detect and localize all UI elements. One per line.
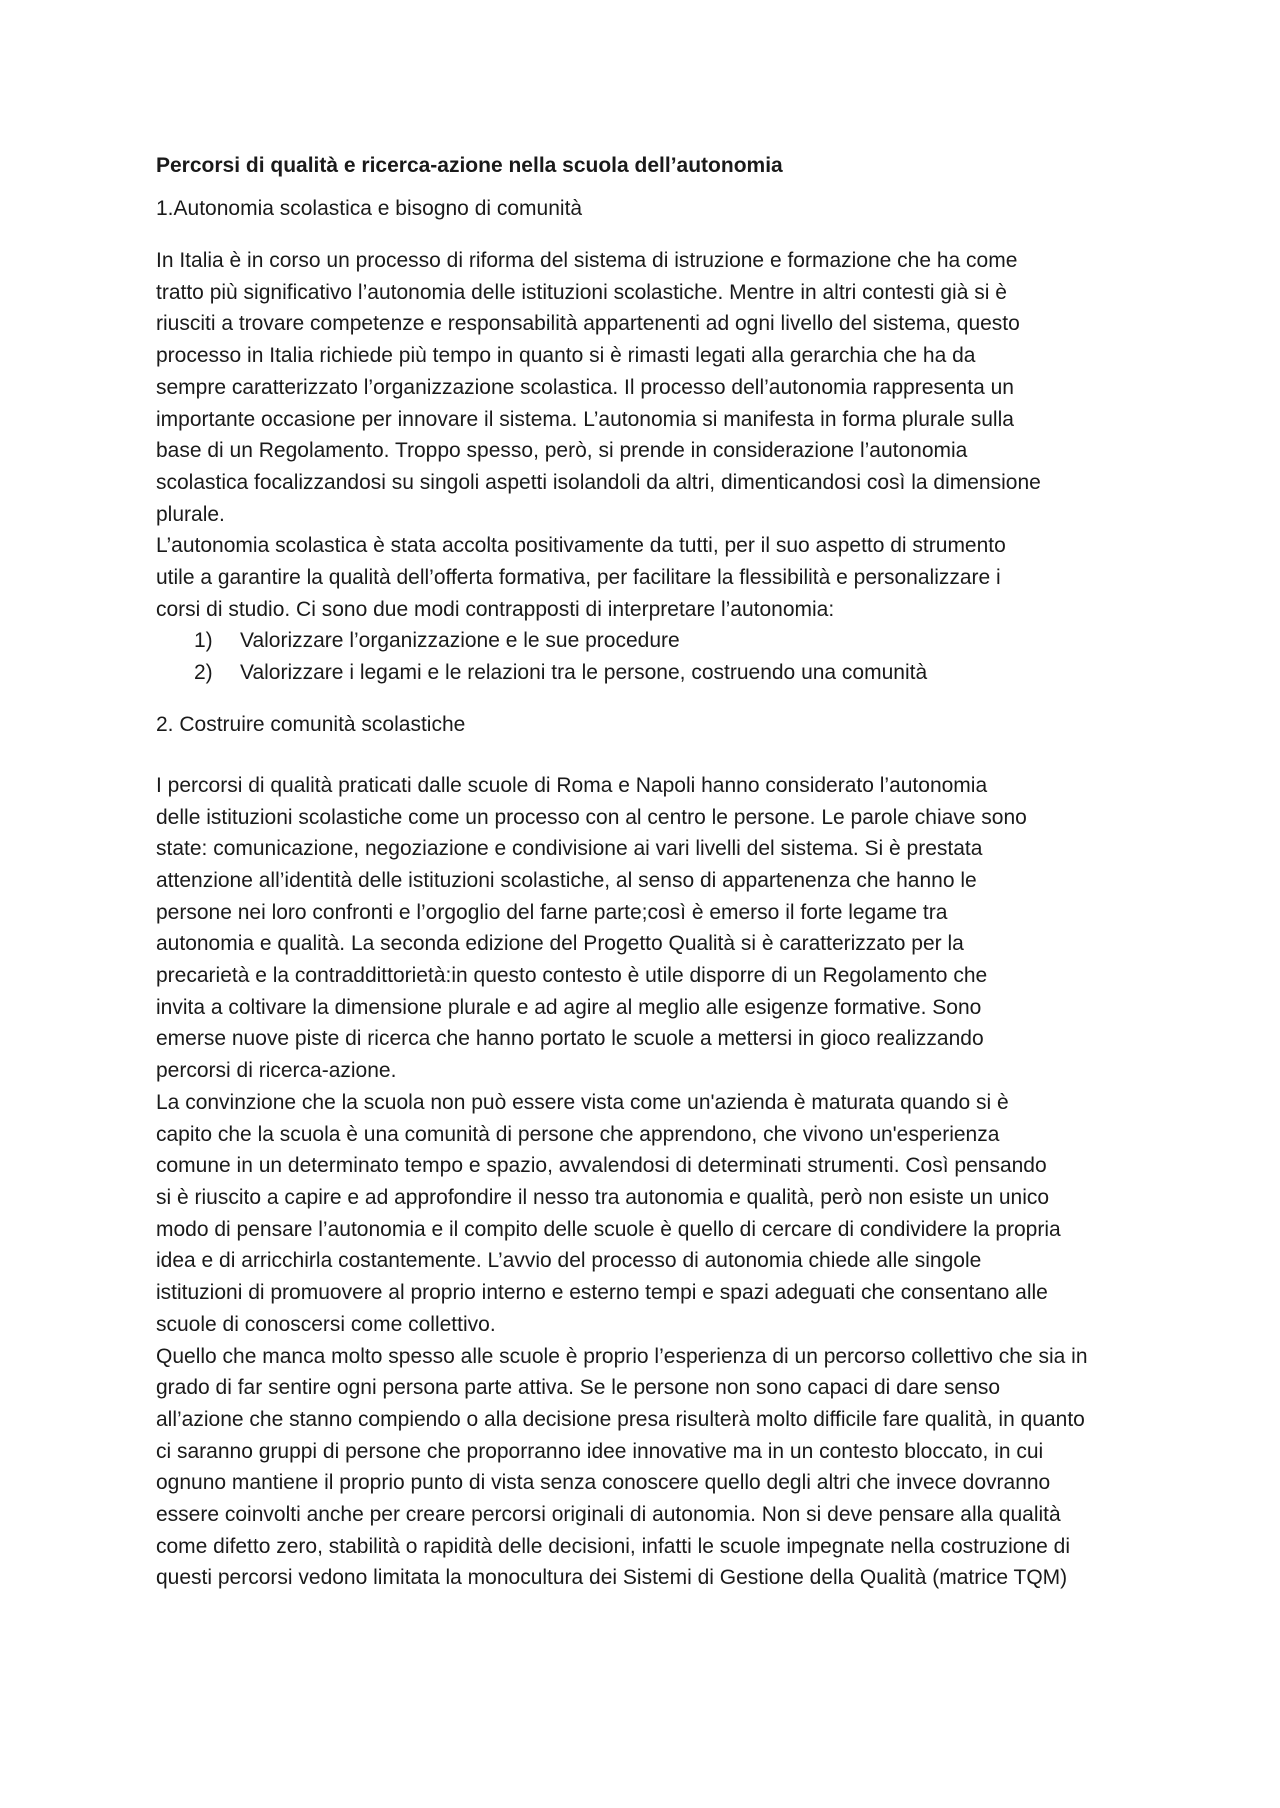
paragraph-line: plurale. [156, 502, 225, 526]
paragraph-line: questi percorsi vedono limitata la monocultura dei Sistemi di Gestione della Qualità (matrice TQM) [156, 1566, 1068, 1590]
section-1-paragraph-2 [156, 530, 1216, 625]
paragraph-line: sempre caratterizzato l’organizzazione scolastica. Il processo dell’autonomia rappresenta un [156, 375, 1014, 399]
paragraph-line: percorsi di ricerca-azione. [156, 1059, 397, 1083]
paragraph-line: persone nei loro confronti e l’orgoglio del farne parte;così è emerso il forte legame tra [156, 900, 948, 924]
list-item-text: Valorizzare l’organizzazione e le sue procedure [240, 629, 680, 653]
paragraph-line: Quello che manca molto spesso alle scuole è proprio l’esperienza di un percorso collettivo che sia in [156, 1344, 1088, 1368]
paragraph-line: ognuno mantiene il proprio punto di vista senza conoscere quello degli altri che invece dovranno [156, 1471, 1051, 1495]
paragraph-line: capito che la scuola è una comunità di persone che apprendono, che vivono un'esperienza [156, 1122, 1000, 1146]
paragraph-line: scuole di conoscersi come collettivo. [156, 1312, 496, 1336]
paragraph-line: scolastica focalizzandosi su singoli aspetti isolandoli da altri, dimenticandosi così la dimensione [156, 470, 1041, 494]
paragraph-line: La convinzione che la scuola non può essere vista come un'azienda è maturata quando si è [156, 1090, 1009, 1114]
list-marker: 1) [194, 629, 213, 653]
paragraph-line: all’azione che stanno compiendo o alla decisione presa risulterà molto difficile fare qualità, in quanto [156, 1407, 1085, 1431]
paragraph-line: istituzioni di promuovere al proprio interno e esterno tempi e spazi adeguati che consentano alle [156, 1281, 1048, 1305]
paragraph-line: utile a garantire la qualità dell’offerta formativa, per facilitare la flessibilità e personalizzare i [156, 566, 1001, 590]
list-item-text: Valorizzare i legami e le relazioni tra le persone, costruendo una comunità [240, 661, 928, 685]
paragraph-line: essere coinvolti anche per creare percorsi originali di autonomia. Non si deve pensare alla qualità [156, 1503, 1061, 1527]
paragraph-line: precarietà e la contraddittorietà:in questo contesto è utile disporre di un Regolamento che [156, 964, 988, 988]
paragraph-line: invita a coltivare la dimensione plurale e ad agire al meglio alle esigenze formative. Sono [156, 995, 982, 1019]
section-1-heading: 1.Autonomia scolastica e bisogno di comunità [156, 197, 583, 220]
paragraph-line: corsi di studio. Ci sono due modi contrapposti di interpretare l’autonomia: [156, 597, 835, 621]
paragraph-line: comune in un determinato tempo e spazio, avvalendosi di determinati strumenti. Così pensando [156, 1154, 1047, 1178]
section-2-paragraph-2 [156, 1087, 1216, 1341]
list-item [156, 625, 1216, 657]
paragraph-line: L’autonomia scolastica è stata accolta positivamente da tutti, per il suo aspetto di strumento [156, 534, 1006, 558]
paragraph-line: idea e di arricchirla costantemente. L’avvio del processo di autonomia chiede alle singole [156, 1249, 982, 1273]
paragraph-line: come difetto zero, stabilità o rapidità delle decisioni, infatti le scuole impegnate nella costruzione di [156, 1534, 1071, 1558]
paragraph-line: grado di far sentire ogni persona parte attiva. Se le persone non sono capaci di dare senso [156, 1376, 1001, 1400]
section-2-paragraph-1 [156, 770, 1216, 1087]
paragraph-line: ci saranno gruppi di persone che proporranno idee innovative ma in un contesto bloccato, in cui [156, 1439, 1044, 1463]
paragraph-line: tratto più significativo l’autonomia delle istituzioni scolastiche. Mentre in altri contesti già si è [156, 280, 1007, 304]
paragraph-line: In Italia è in corso un processo di riforma del sistema di istruzione e formazione che ha come [156, 249, 1018, 272]
paragraph-line: importante occasione per innovare il sistema. L’autonomia si manifesta in forma plurale sulla [156, 407, 1014, 431]
section-2-paragraph-3 [156, 1341, 1216, 1595]
paragraph-line: emerse nuove piste di ricerca che hanno portato le scuole a mettersi in gioco realizzando [156, 1027, 984, 1051]
section-2-heading: 2. Costruire comunità scolastiche [156, 712, 466, 736]
interpretations-list [156, 625, 1216, 688]
paragraph-line: state: comunicazione, negoziazione e condivisione ai vari livelli del sistema. Si è prestata [156, 837, 983, 861]
paragraph-line: riusciti a trovare competenze e responsabilità appartenenti ad ogni livello del sistema, questo [156, 312, 1020, 336]
paragraph-line: delle istituzioni scolastiche come un processo con al centro le persone. Le parole chiave sono [156, 805, 1027, 829]
paragraph-line: base di un Regolamento. Troppo spesso, però, si prende in considerazione l’autonomia [156, 439, 968, 463]
paragraph-line: processo in Italia richiede più tempo in quanto si è rimasti legati alla gerarchia che ha da [156, 344, 976, 368]
paragraph-line: autonomia e qualità. La seconda edizione del Progetto Qualità si è caratterizzato per la [156, 932, 964, 956]
paragraph-line: attenzione all’identità delle istituzioni scolastiche, al senso di appartenenza che hanno le [156, 868, 977, 892]
paragraph-line: I percorsi di qualità praticati dalle scuole di Roma e Napoli hanno considerato l’autonomia [156, 773, 988, 797]
list-marker: 2) [194, 661, 213, 685]
list-item [156, 657, 1216, 689]
section-1-paragraph-1 [156, 245, 1216, 530]
paragraph-line: modo di pensare l’autonomia e il compito delle scuole è quello di cercare di condividere la propria [156, 1217, 1061, 1241]
document-page [156, 150, 1216, 1594]
document-title: Percorsi di qualità e ricerca-azione nella scuola dell’autonomia [156, 154, 783, 177]
paragraph-line: si è riuscito a capire e ad approfondire il nesso tra autonomia e qualità, però non esiste un unico [156, 1185, 1050, 1209]
